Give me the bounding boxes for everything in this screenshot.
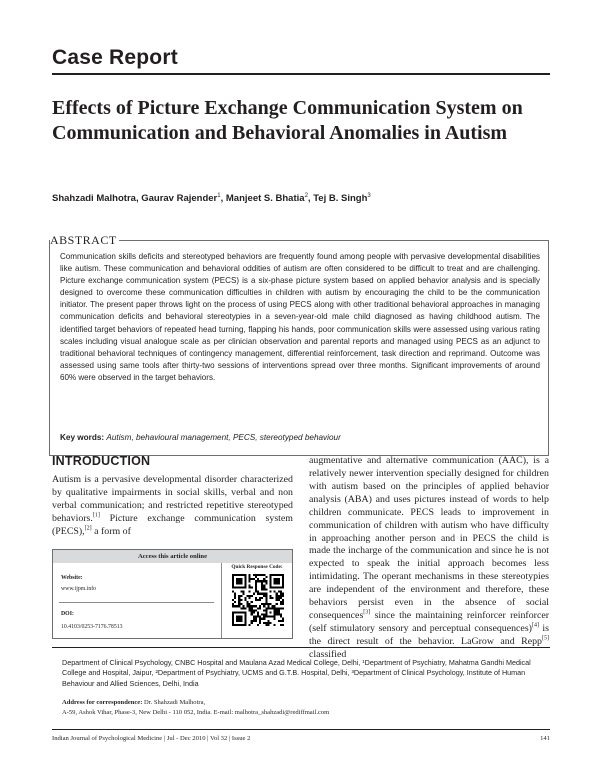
- footer-journal-info: Indian Journal of Psychological Medicine | Jul - Dec 2010 | Vol 32 | Issue 2: [52, 735, 251, 742]
- text-run: since the maintaining reinforcer reinforcer (self stimulatory sensory and perceptual consequences): [309, 610, 549, 634]
- citation-marker[interactable]: [4]: [531, 622, 539, 629]
- affiliations: Department of Clinical Psychology, CNBC Hospital and Maulana Azad Medical College, Delhi, ¹Department of Psychiatry, Mahatma Gandhi Medical College and Hospital, Jaipur, ²Department of Psychiatry, UCMS and G.T.B. Hospital, Delhi, ³Department of Clinical Psychology, Institute of Human Behaviour and Allied Sciences, Delhi, India: [62, 658, 531, 688]
- text-run: Picture exchange communication system (PECS),: [52, 512, 293, 537]
- citation-marker[interactable]: [3]: [363, 609, 371, 616]
- author-list: Shahzadi Malhotra, Gaurav Rajender$^1$, Manjeet S. Bhatia$^2$, Tej B. Singh$^3$: [52, 192, 371, 204]
- text-run: is the direct result of the behavior. LaGrow and Repp: [309, 622, 549, 647]
- author-affiliation-marker: 2: [304, 192, 308, 199]
- page-number: 141: [540, 735, 550, 742]
- keywords-value: Autism, behavioural management, PECS, stereotyped behaviour: [106, 433, 341, 442]
- section-label: Case Report: [52, 46, 178, 69]
- doi-link[interactable]: 10.4103/0253-7176.78513: [61, 624, 123, 630]
- author-name: Gaurav Rajender: [141, 193, 218, 204]
- citation-marker[interactable]: [5]: [542, 635, 549, 642]
- text-run: augmentative and alternative communication (AAC), is a relatively newer intervention specially designed for children with autism based on the principles of applied behavior analysis (ABA) and uses pictures instead of words to help children communicate. PECS leads to improvement in communication of children with autism who have difficulty in approaching another person and in PECS the child is made the incharge of the communication and since he is not expected to speak the initial approach becomes less intimidating. The operant mechanisms in these stereotypies are independent of the environment and therefore, these behaviors persist even in the absence of social consequences: [309, 455, 549, 622]
- text-run: a form of: [91, 525, 131, 537]
- author-name: Shahzadi Malhotra: [52, 193, 136, 204]
- abstract-text: Communication skills deficits and stereotyped behaviors are frequently found among people with pervasive developmental disabilities like autism. These communication and behavioral oddities of autism are often considered to be difficult to treat and are challenging. Picture exchange communication system (PECS) is a six-phase picture system based on applied behavior analysis and is specially designed to overcome these communication difficulties in children with autism by encouraging the child to be the communication initiator. The present paper throws light on the process of using PECS along with other traditional behavioral approaches in managing communication deficits and behavioral stereotypies in a seven-year-old male child diagnosed as having childhood autism. The identified target behaviors of repeated head turning, flapping his hands, poor communication skills were assessed using various rating scales including visual analogue scale as per clinician observation and parental reports and managed using PECS as an adjunct to traditional behavioral techniques of contingency management, differential reinforcement, task direction and reprimand. Outcome was assessed using same tools after thirty-two sessions of interventions spread over three months. Significant improvements of around 60% were observed in the target behaviors.: [60, 252, 540, 382]
- citation-marker[interactable]: [2]: [84, 525, 92, 532]
- correspondence-block: [62, 698, 542, 717]
- affiliation-divider: [52, 647, 550, 648]
- keywords-label: Key words:: [60, 433, 105, 442]
- author-name: Tej B. Singh: [313, 193, 368, 204]
- introduction-heading: INTRODUCTION: [52, 454, 151, 468]
- citation-marker[interactable]: [1]: [92, 512, 100, 519]
- correspondence-address: A-59, Ashok Vihar, Phase-3, New Delhi - 110 052, India. E-mail: malhotra_shahzadi@rediffmail.com: [62, 708, 330, 716]
- correspondence-name: Dr. Shahzadi Malhotra,: [142, 699, 206, 706]
- footer-divider: [52, 729, 550, 730]
- qr-code-label: Quick Response Code:: [231, 564, 283, 570]
- access-box-divider: [221, 563, 222, 638]
- keywords: [60, 433, 540, 442]
- website-label: Website:: [61, 575, 83, 581]
- author-affiliation-marker: 3: [367, 192, 371, 199]
- text-run: classified: [309, 648, 347, 660]
- section-divider: [52, 73, 550, 75]
- text-run: Autism is a pervasive developmental disorder characterized by qualitative impairments in social skills, verbal and non verbal communication; and restricted repetitive stereotyped behaviors.: [52, 474, 293, 524]
- author-name: Manjeet S. Bhatia: [225, 193, 305, 204]
- correspondence-label: Address for correspondence:: [62, 699, 143, 706]
- introduction-left-column: [52, 474, 293, 539]
- abstract-heading: ABSTRACT: [50, 233, 117, 247]
- qr-code-icon[interactable]: [232, 574, 284, 626]
- website-link[interactable]: www.ijpm.info: [61, 586, 97, 592]
- introduction-right-column: [309, 455, 549, 662]
- doi-label: DOI:: [61, 611, 74, 617]
- author-affiliation-marker: 1: [217, 192, 221, 199]
- article-title: Effects of Picture Exchange Communication System on Communication and Behavioral Anomalies in Autism: [52, 97, 523, 144]
- access-box-header: Access this article online: [53, 550, 292, 563]
- access-box-separator: [59, 602, 214, 603]
